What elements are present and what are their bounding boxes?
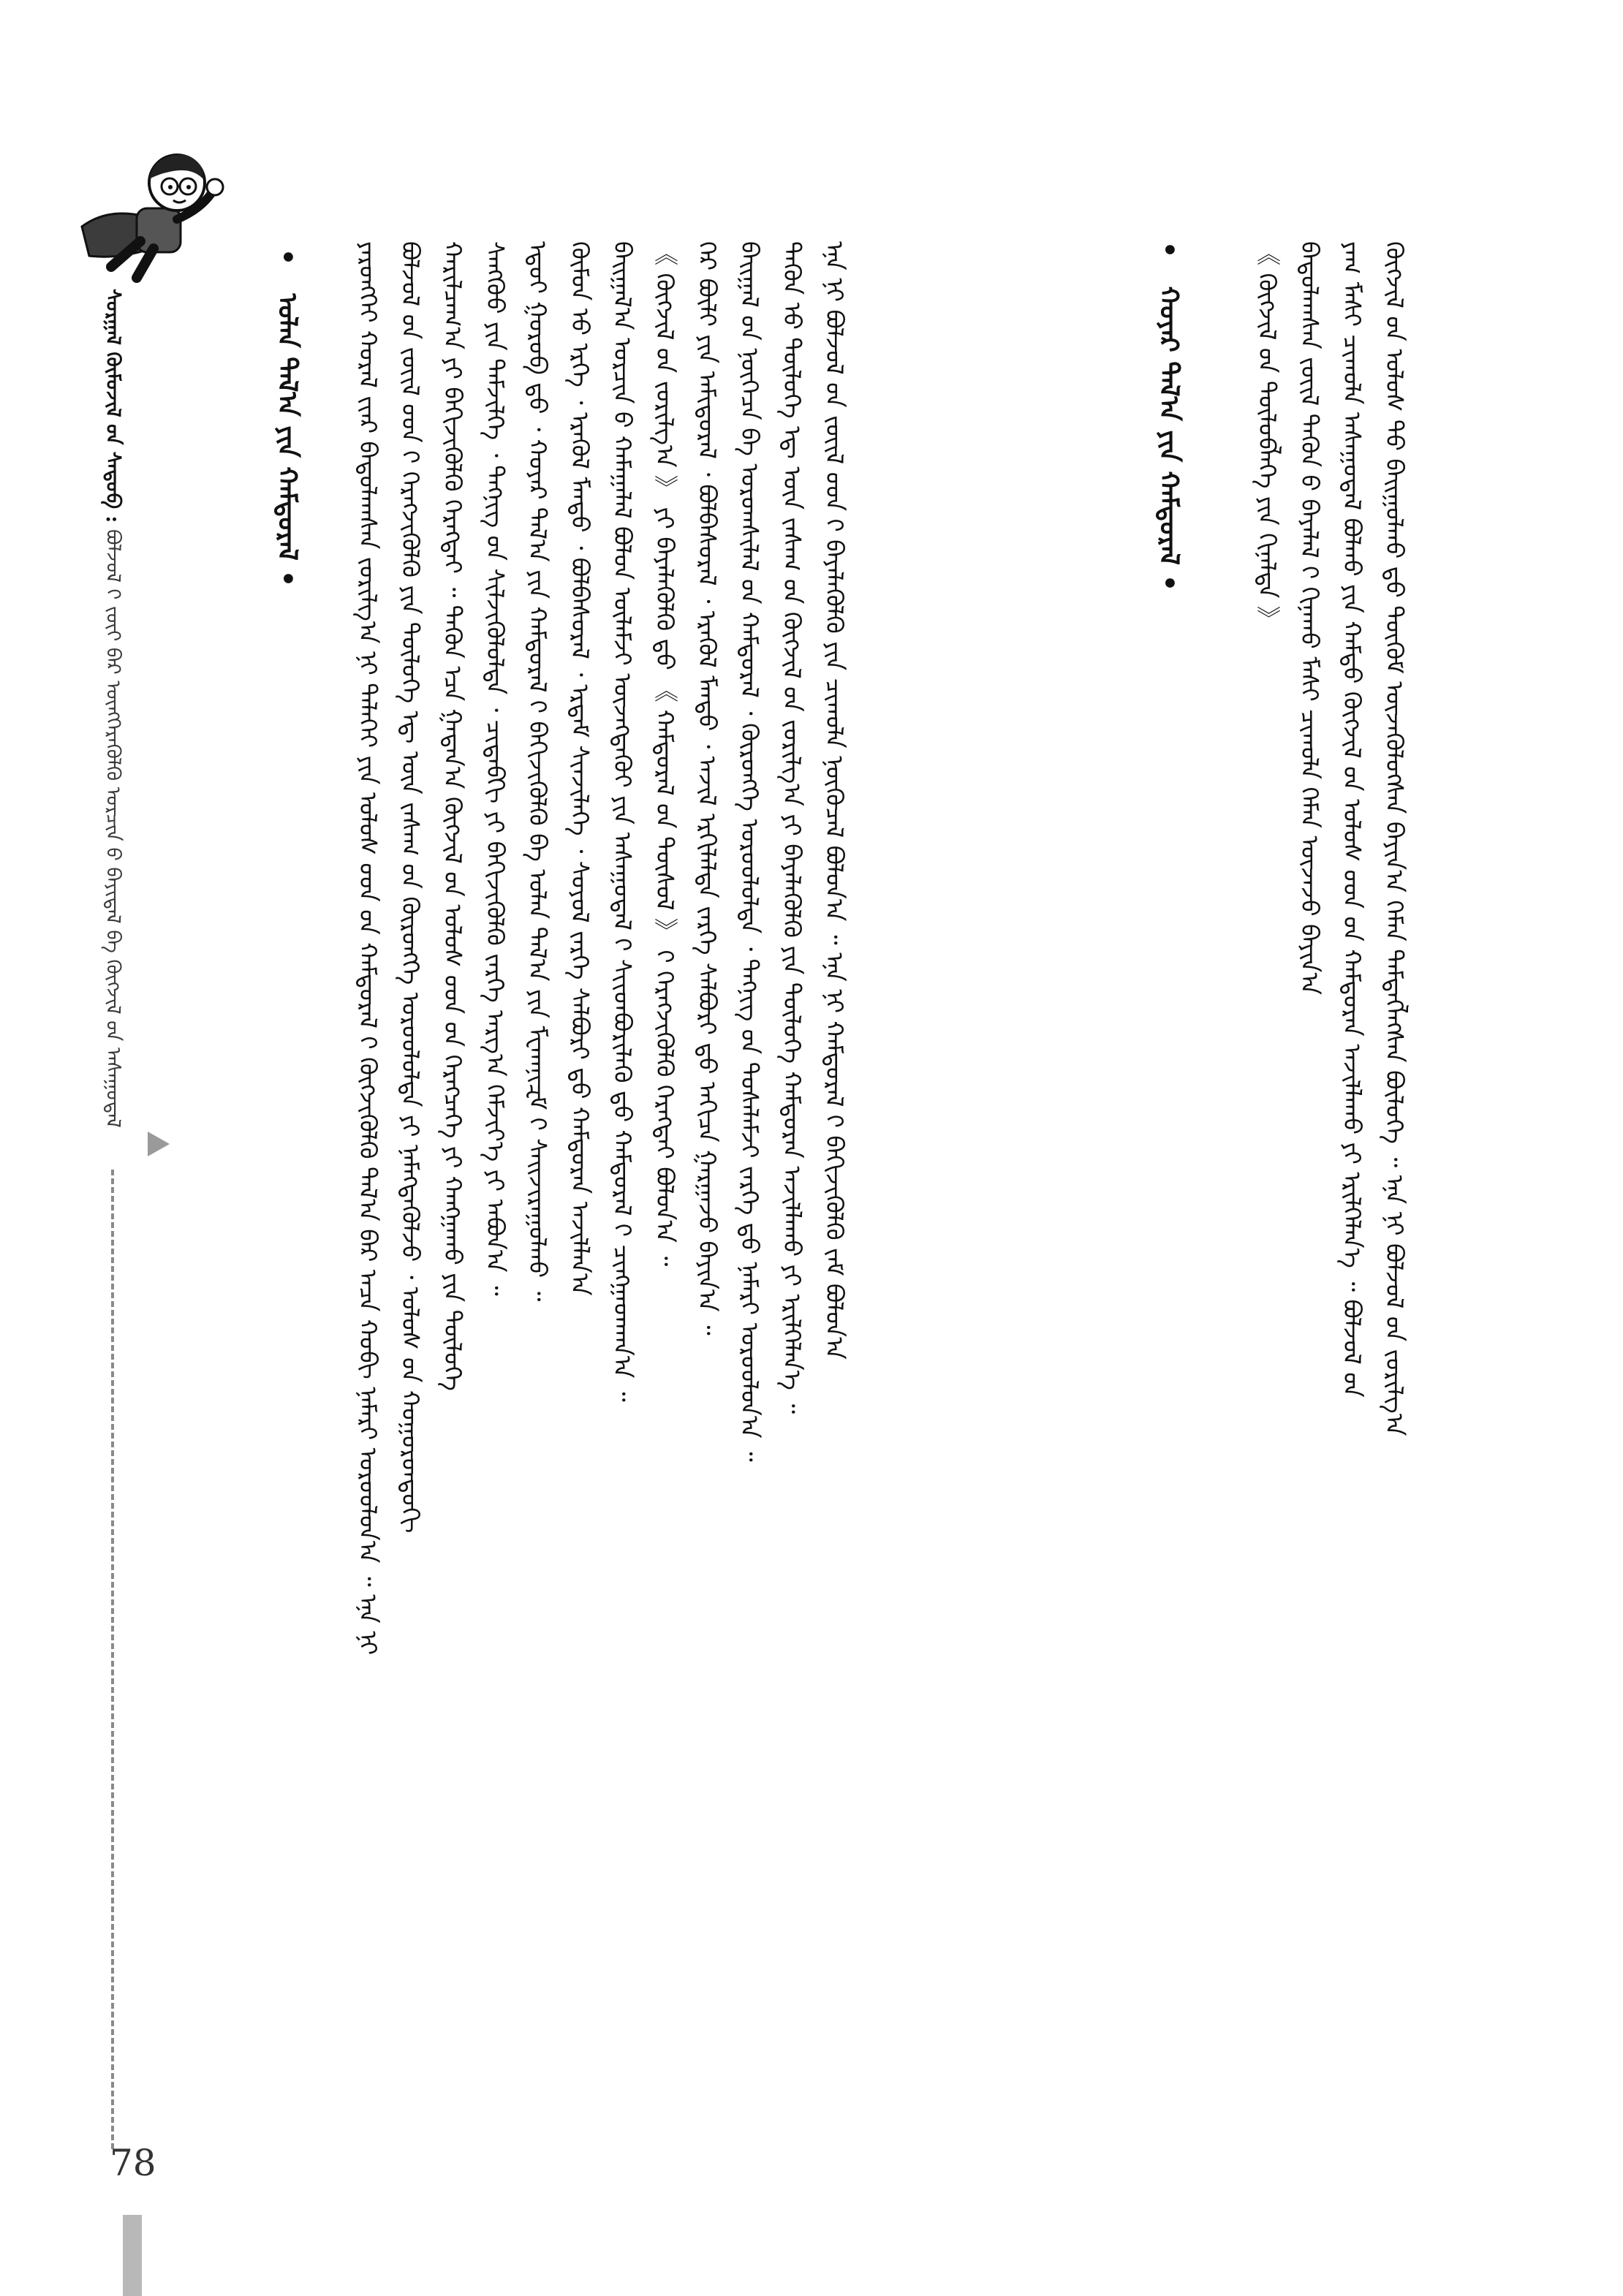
page-number: 78 xyxy=(110,2142,156,2184)
heading-bullet: • xyxy=(272,249,303,266)
triangle-marker-icon xyxy=(146,1132,171,1156)
header-divider xyxy=(111,1170,114,2149)
page-edge-tab xyxy=(123,2215,142,2296)
section-heading-2-text: ᠬᠣᠶᠠᠷ ᠲᠠᠯ᠎ᠠ ᠶᠢᠨ ᠬᠠᠮᠲᠤᠷᠠᠯ xyxy=(1154,286,1184,566)
flying-boy-with-glasses-icon xyxy=(67,139,235,285)
heading-bullet: • xyxy=(1154,241,1184,259)
section-heading-1-text: ᠣᠯᠠᠨ ᠲᠠᠯ᠎ᠠ ᠶᠢᠨ ᠬᠠᠮᠲᠤᠷᠠᠯ xyxy=(272,293,303,561)
text-line: ᠪᠠᠲᠤᠯᠠᠭᠰᠠᠨ ᠵᠦᠢᠯ ᠲᠡᠭᠦᠨ ᠤ᠋ ᠪᠡᠶᠡᠯᠡᠯ ᠢ᠋ ᠬᠢᠨᠠᠬᠤ ᠮᠠᠰᠢ ᠴᠢᠬᠤᠯᠠ ᠬᠡᠮᠡᠨ ᠦᠵᠡᠵᠦ ᠪᠠᠶᠢᠨ᠎ᠠ xyxy=(1295,241,1324,996)
text-line: ᠬᠥᠮᠦᠨ ᠦ᠋ ᠡᠷᠬᠡ ᠂ ᠡᠷᠡᠭᠦᠯ ᠮᠡᠨᠳᠦ ᠂ ᠪᠣᠯᠪᠠᠰᠤᠷᠠᠯ ᠂ ᠡᠷᠳᠡᠮ ᠰᠢᠨᠵᠢᠯᠡᠭᠡ ᠂ ᠰᠣᠶᠣᠯ ᠵᠡᠷᠭᠡ ᠰᠠᠯᠪᠤᠷᠢ ᠳ᠋ᠤ ᠬᠠᠮᠲᠤᠷᠠᠨ ᠠᠵᠢᠯᠯᠠᠨ᠎ᠠ xyxy=(566,241,594,1296)
text-line: ᠪᠠᠢᠭᠠᠯ᠎ᠠ ᠣᠷᠴᠢᠨ ᠤ᠋ ᠬᠠᠮᠠᠭᠠᠯᠠᠯ ᠪᠣᠯᠣᠨ ᠦᠯᠡᠮᠵᠢ ᠦᠵᠡᠭᠳᠡᠬᠦᠢ ᠶᠢᠨ ᠠᠰᠠᠭᠤᠳᠠᠯ ᠢ᠋ ᠰᠢᠢᠳᠪᠦᠷᠢᠯᠡᠬᠦ ᠳ᠋ᠤ ᠬᠠᠮᠲᠤᠷᠠᠯ ᠢ᠋ ᠴᠢᠩᠭᠠᠳᠬᠠᠨ᠎ᠠ ᠃ xyxy=(608,241,637,1402)
text-line: ᠶᠡᠷᠦᠩᠬᠡᠢ ᠬᠤᠷᠠᠯ ᠢ᠋ᠶ᠋ᠠᠷ ᠪᠠᠲᠤᠯᠠᠭᠰᠠᠨ ᠵᠣᠷᠢᠯᠭ᠎ᠠ ᠨᠢ ᠳᠡᠯᠡᠬᠡᠢ ᠶᠢᠨ ᠤᠯᠤᠰ ᠤ᠋ᠳ ᠤ᠋ᠨ ᠬᠠᠮᠲᠤᠷᠠᠯ ᠢ᠋ ᠬᠥᠭᠵᠢᠭᠦᠯᠬᠦ ᠲᠠᠯ᠎ᠠ ᠪᠠᠷ ᠠᠴᠠ ᠬᠤᠪᠢ ᠨᠡᠮᠡᠷᠢ ᠣᠷᠤᠤᠯᠤᠨ᠎ᠠ ᠃ ᠡᠨᠡ ᠨᠢ xyxy=(354,241,382,1656)
text-line: ᠬᠥᠭᠵᠢᠯ ᠦ᠋ᠨ ᠤᠯᠤᠰ ᠲᠤ᠌ ᠪᠠᠢᠭᠤᠯᠬᠤ ᠳ᠋ᠤ ᠳᠥᠭᠥᠮ ᠦᠵᠡᠭᠦᠯᠦᠭᠰᠡᠨ ᠪᠠᠶᠢᠨ᠎ᠠ ᠬᠡᠮᠡᠨ ᠲᠡᠮᠳᠡᠭᠯᠡᠭᠰᠡᠨ ᠪᠦᠯᠦᠭᠡ ᠃ ᠡᠨᠡ ᠨᠢ ᠪᠣᠯᠵᠣᠯ ᠤ᠋ᠨ ᠵᠣᠷᠢᠯᠭ᠎ᠠ xyxy=(1380,241,1409,1436)
text-line: 《 ᠬᠥᠭᠵᠢᠯ ᠦ᠋ᠨ ᠵᠣᠷᠢᠯᠭ᠎ᠠ 》 ᠶᠢ ᠪᠡᠶᠡᠯᠡᠭᠦᠯᠬᠦ ᠳ᠋ᠤ 《 ᠬᠠᠮᠲᠤᠷᠠᠯ ᠤ᠋ᠨ ᠲᠥᠰᠥᠯ 》 ᠢ᠋ ᠭᠡᠷᠡᠭᠵᠢᠭᠦᠯᠬᠦ ᠬᠡᠷᠡᠭᠲᠡᠢ ᠪᠣᠯᠤᠨ᠎ᠠ ᠃ xyxy=(651,241,679,1267)
running-header-rest: ᠪᠣᠯᠵᠣᠯ ᠢ᠋ ᠵᠦᠢ ᠪᠡᠷ ᠦᠩᠭᠡᠷᠡᠭᠦᠯᠬᠦ ᠣᠷᠴᠢᠨ ᠤ᠋ ᠪᠠᠶᠢᠳᠠᠯ ᠪᠠ ᠬᠥᠭᠵᠢᠯ ᠦ᠋ᠨ ᠠᠰᠠᠭᠤᠳᠠᠯ xyxy=(102,528,124,1128)
text-line: ᠰᠠᠩᠬᠦᠦ ᠶᠢᠨ ᠳᠡᠮᠵᠢᠯᠭᠡ ᠂ ᠲᠡᠭᠨᠢᠭ ᠤ᠋ᠨ ᠰᠢᠯᠵᠢᠭᠦᠯᠦᠯᠲᠡ ᠂ ᠴᠢᠳᠠᠪᠬᠢ ᠶᠢ ᠪᠡᠬᠢᠵᠢᠭᠦᠯᠬᠦ ᠵᠡᠷᠭᠡ ᠠᠷᠭ᠎ᠠ ᠬᠡᠮᠵᠢᠶ᠎ᠡ ᠶᠢ ᠠᠪᠤᠨ᠎ᠠ ᠃ xyxy=(481,241,510,1296)
text-line: ᠲᠡᠭᠦᠨ ᠦ᠋ ᠲᠥᠯᠥᠭᠡ ᠡᠳ᠋ ᠦᠨ ᠵᠠᠰᠠᠭ ᠤ᠋ᠨ ᠬᠥᠭᠵᠢᠯ ᠦ᠋ᠨ ᠵᠣᠷᠢᠯᠭ᠎ᠠ ᠶᠢ ᠪᠡᠶᠡᠯᠡᠭᠦᠯᠬᠦ ᠶᠢᠨ ᠲᠥᠯᠥᠭᠡ ᠬᠠᠮᠲᠤᠷᠠᠨ ᠠᠵᠢᠯᠯᠠᠬᠤ ᠶᠢ ᠡᠷᠢᠯᠬᠡᠯᠡᠨ᠎ᠡ ᠃ xyxy=(778,241,806,1414)
heading-bullet: • xyxy=(272,569,303,587)
quotation-line: 《 ᠬᠥᠭᠵᠢᠯ ᠦ᠋ᠨ ᠲᠥᠯᠦᠪᠯᠡᠭᠡ ᠶᠢᠨ ᠬᠢᠨᠠᠯᠲᠠ 》 xyxy=(1253,241,1282,630)
text-line: ᠡᠳᠦᠢ ᠭᠣᠷᠣᠪ ᠳ᠋ᠤ ᠂ ᠬᠣᠶᠠᠷ ᠲᠠᠯ᠎ᠠ ᠶᠢᠨ ᠬᠠᠮᠲᠤᠷᠠᠯ ᠢ᠋ ᠪᠡᠬᠢᠵᠢᠭᠦᠯᠬᠦ ᠪᠠ ᠣᠯᠠᠨ ᠲᠠᠯ᠎ᠠ ᠶᠢᠨ ᠮᠧᠬᠠᠨᠢᠽᠮ ᠢ᠋ ᠰᠠᠢᠵᠢᠷᠠᠭᠤᠯᠬᠤ ᠃ xyxy=(523,241,552,1302)
section-heading-2 xyxy=(1146,241,1190,592)
intro-paragraph xyxy=(1246,241,1436,2171)
text-line: ᠪᠠᠢᠭᠠᠯ ᠤ᠋ᠨ ᠨᠥᠭᠡᠴᠡ ᠪᠠ ᠤᠷᠤᠭᠰᠢᠯᠠᠯ ᠤ᠋ᠨ ᠬᠠᠮᠲᠤᠷᠠᠯ ᠂ ᠬᠥᠷᠥᠩᠭᠡ ᠣᠷᠤᠤᠯᠤᠯᠲᠠ ᠂ ᠲᠡᠭᠨᠢᠭ ᠤ᠋ᠨ ᠲᠤᠰᠠᠯᠠᠮᠵᠢ ᠵᠡᠷᠭᠡ ᠳ᠋ᠤ ᠨᠡᠮᠡᠷᠢ ᠣᠷᠤᠤᠯᠤᠨ᠎ᠠ ᠃ xyxy=(735,241,764,1462)
text-line: ᠡᠨᠡ ᠨᠢ ᠪᠣᠯᠵᠣᠯ ᠤ᠋ᠨ ᠵᠦᠢᠯ ᠦ᠋ᠳ ᠢ᠋ ᠪᠡᠶᠡᠯᠡᠭᠦᠯᠬᠦ ᠶᠢᠨ ᠴᠢᠬᠤᠯᠠ ᠨᠥᠬᠦᠴᠡᠯ ᠪᠣᠯᠤᠨ᠎ᠠ ᠃ ᠡᠨᠡ ᠨᠢ ᠬᠠᠮᠲᠤᠷᠠᠯ ᠢ᠋ ᠪᠡᠬᠢᠵᠢᠭᠦᠯᠬᠦ ᠵᠠᠮ ᠪᠣᠯᠤᠨ᠎ᠠ xyxy=(820,241,849,1360)
text-line: ᠭᠡᠷ ᠪᠦᠯᠢ ᠶᠢᠨ ᠠᠮᠢᠳᠤᠷᠠᠯ ᠂ ᠪᠣᠯᠪᠠᠰᠤᠷᠠᠯ ᠂ ᠡᠷᠡᠭᠦᠯ ᠮᠡᠨᠳᠦ ᠂ ᠠᠵᠢᠯ ᠡᠷᠬᠢᠯᠡᠯᠲᠡ ᠵᠡᠷᠭᠡ ᠰᠠᠯᠪᠤᠷᠢ ᠳ᠋ᠤ ᠠᠬᠢᠴᠠ ᠭᠠᠷᠭᠠᠵᠤ ᠪᠠᠶᠢᠨ᠎ᠠ ᠃ xyxy=(693,241,722,1335)
main-paragraph xyxy=(347,241,1114,2171)
running-header xyxy=(92,289,133,1202)
section-heading-1 xyxy=(265,249,309,629)
text-line: ᠶᠠᠭ ᠮᠠᠰᠢ ᠴᠢᠬᠤᠯᠠ ᠠᠰᠠᠭᠤᠳᠠᠯ ᠪᠣᠯᠬᠤ ᠶᠢᠨ ᠬᠠᠮᠲᠤ ᠬᠥᠭᠵᠢᠯ ᠦ᠋ᠨ ᠤᠯᠤᠰ ᠤ᠋ᠳ ᠤ᠋ᠨ ᠬᠠᠮᠲᠤᠷᠠᠨ ᠠᠵᠢᠯᠯᠠᠬᠤ ᠶᠢ ᠡᠷᠢᠯᠬᠡᠯᠡᠨ᠎ᠡ ᠃ ᠪᠣᠯᠵᠣᠯ ᠤ᠋ᠨ xyxy=(1338,241,1366,1398)
text-line: ᠪᠣᠯᠵᠣᠯ ᠤ᠋ᠨ ᠵᠦᠢᠯ ᠦ᠋ᠳ ᠢ᠋ ᠬᠡᠷᠡᠭᠵᠢᠭᠦᠯᠬᠦ ᠶᠢᠨ ᠲᠥᠯᠥᠭᠡ ᠡᠳ᠋ ᠦᠨ ᠵᠠᠰᠠᠭ ᠤ᠋ᠨ ᠬᠥᠷᠥᠩᠭᠡ ᠣᠷᠤᠤᠯᠤᠯᠲᠠ ᠶᠢ ᠨᠡᠮᠡᠭᠳᠡᠬᠦᠯᠵᠦ ᠂ ᠤᠯᠤᠰ ᠤ᠋ᠨ ᠬᠣᠭᠣᠷᠣᠨᠳᠣᠬᠢ xyxy=(396,241,425,1534)
heading-bullet: • xyxy=(1154,574,1184,591)
text-line: ᠬᠠᠷᠢᠯᠴᠠᠭ᠎ᠠ ᠶᠢ ᠪᠡᠬᠢᠵᠢᠭᠦᠯᠬᠦ ᠬᠡᠷᠡᠭᠲᠡᠢ ᠃ ᠲᠡᠭᠦᠨ ᠡᠴᠡ ᠭᠠᠳᠠᠨ᠎ᠠ ᠬᠥᠭᠵᠢᠯ ᠦ᠋ᠨ ᠤᠯᠤᠰ ᠤ᠋ᠳ ᠤ᠋ᠨ ᠬᠡᠷᠡᠭᠴᠡᠭᠡ ᠶᠢ ᠬᠠᠩᠭᠠᠬᠤ ᠶᠢᠨ ᠲᠥᠯᠥᠭᠡ xyxy=(439,241,467,1391)
running-header-lead: ᠰᠤᠷᠭᠠᠯ ᠬᠦᠮᠦᠵᠢᠯ ᠤ᠋ᠨ ᠰᠡᠳᠦᠪ : xyxy=(102,289,124,523)
